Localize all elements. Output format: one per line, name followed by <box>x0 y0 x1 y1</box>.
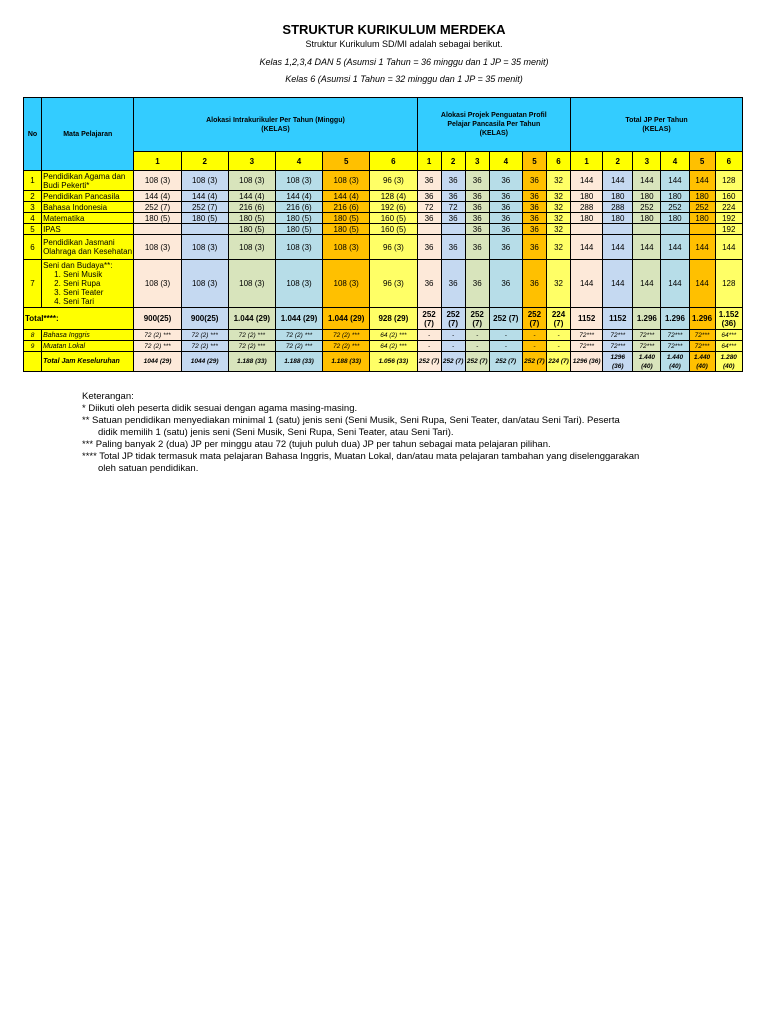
intra-cell-kelas-5: 1.044 (29) <box>323 308 370 330</box>
subject-label: Matematika <box>43 213 85 223</box>
projek-cell-kelas-3: 252 (7) <box>465 308 489 330</box>
projek-cell-kelas-2: - <box>441 330 465 341</box>
intra-cell-kelas-4: 1.188 (33) <box>275 352 322 372</box>
table-row <box>24 171 743 191</box>
total-cell-kelas-2: 288 <box>603 202 633 213</box>
total-cell-kelas-4: 1.296 <box>661 308 689 330</box>
intra-cell-kelas-2: 108 (3) <box>181 171 228 191</box>
intra-cell-kelas-1: 72 (2) *** <box>134 341 181 352</box>
subject-name <box>42 191 134 202</box>
intra-cell-kelas-1: 900(25) <box>134 308 181 330</box>
total-kelas-6-header: 6 <box>715 152 742 171</box>
total-cell-kelas-1: 1296 (36) <box>571 352 603 372</box>
projek-kelas-1-header: 1 <box>417 152 441 171</box>
intra-cell-kelas-3: 108 (3) <box>228 260 275 308</box>
projek-cell-kelas-5: 36 <box>522 224 546 235</box>
projek-cell-kelas-5: - <box>522 330 546 341</box>
total-cell-kelas-5: 1.296 <box>689 308 715 330</box>
total-kelas-5-header: 5 <box>689 152 715 171</box>
subject-label: Pendidikan Jasmani Olahraga dan Kesehatan <box>43 238 133 256</box>
intra-cell-kelas-4: 108 (3) <box>275 235 322 260</box>
intra-cell-kelas-6: 160 (5) <box>370 213 417 224</box>
projek-cell-kelas-5: 36 <box>522 171 546 191</box>
projek-cell-kelas-1: 36 <box>417 213 441 224</box>
intra-cell-kelas-6: 64 (2) *** <box>370 330 417 341</box>
projek-cell-kelas-4: 36 <box>489 213 522 224</box>
intra-cell-kelas-5: 108 (3) <box>323 235 370 260</box>
intra-cell-kelas-5: 108 (3) <box>323 171 370 191</box>
total-cell-kelas-4: 144 <box>661 260 689 308</box>
note-3: *** Paling banyak 2 (dua) JP per minggu atau 72 (tujuh puluh dua) JP per tahun sebagai mata pelajaran pilihan. <box>82 439 551 450</box>
projek-cell-kelas-1: - <box>417 341 441 352</box>
projek-cell-kelas-1: 36 <box>417 171 441 191</box>
header-intra-sub: (KELAS) <box>261 125 290 133</box>
projek-cell-kelas-6: 32 <box>546 202 570 213</box>
total-label: Total****: <box>24 308 134 330</box>
total-cell-kelas-1: 144 <box>571 171 603 191</box>
projek-kelas-2-header: 2 <box>441 152 465 171</box>
total-cell-kelas-4: 144 <box>661 171 689 191</box>
table-row <box>24 260 743 308</box>
intra-cell-kelas-3: 144 (4) <box>228 191 275 202</box>
total-cell-kelas-5: 72*** <box>689 330 715 341</box>
intra-cell-kelas-3: 1.188 (33) <box>228 352 275 372</box>
row-number: 1 <box>24 171 42 191</box>
projek-cell-kelas-3: 36 <box>465 213 489 224</box>
projek-cell-kelas-5: 36 <box>522 235 546 260</box>
total-cell-kelas-6: 192 <box>715 213 742 224</box>
subject-name <box>42 171 134 191</box>
row-number: 8 <box>24 330 42 341</box>
note-4: **** Total JP tidak termasuk mata pelajaran Bahasa Inggris, Muatan Lokal, dan/atau mata pelajaran tambahan yang diselenggarakan <box>82 451 640 462</box>
total-cell-kelas-3: 144 <box>633 235 661 260</box>
arts-item: 1. Seni Musik <box>63 270 132 279</box>
total-cell-kelas-6: 1.280 (40) <box>715 352 742 372</box>
intra-cell-kelas-4: 72 (2) *** <box>275 341 322 352</box>
total-cell-kelas-6: 128 <box>715 171 742 191</box>
row-number: 4 <box>24 213 42 224</box>
intra-cell-kelas-4: 108 (3) <box>275 171 322 191</box>
intra-cell-kelas-6: 128 (4) <box>370 191 417 202</box>
total-cell-kelas-2 <box>603 224 633 235</box>
total-kelas-3-header: 3 <box>633 152 661 171</box>
intra-cell-kelas-3: 72 (2) *** <box>228 341 275 352</box>
total-cell-kelas-3: 1.440 (40) <box>633 352 661 372</box>
total-cell-kelas-1: 180 <box>571 213 603 224</box>
total-cell-kelas-2: 180 <box>603 191 633 202</box>
intra-cell-kelas-2: 1044 (29) <box>181 352 228 372</box>
total-cell-kelas-3: 72*** <box>633 341 661 352</box>
total-cell-kelas-2: 144 <box>603 235 633 260</box>
row-number: 6 <box>24 235 42 260</box>
total-cell-kelas-4: 180 <box>661 191 689 202</box>
projek-cell-kelas-2: 252 (7) <box>441 308 465 330</box>
total-cell-kelas-2: 144 <box>603 260 633 308</box>
total-cell-kelas-4: 72*** <box>661 330 689 341</box>
projek-cell-kelas-3: - <box>465 330 489 341</box>
intra-cell-kelas-1: 108 (3) <box>134 235 181 260</box>
projek-cell-kelas-3: 252 (7) <box>465 352 489 372</box>
total-cell-kelas-3: 144 <box>633 171 661 191</box>
total-cell-kelas-4: 72*** <box>661 341 689 352</box>
total-cell-kelas-5: 72*** <box>689 341 715 352</box>
intra-cell-kelas-1: 72 (2) *** <box>134 330 181 341</box>
projek-cell-kelas-3: 36 <box>465 202 489 213</box>
projek-kelas-4-header: 4 <box>489 152 522 171</box>
subject-name <box>42 202 134 213</box>
intra-cell-kelas-6: 1.056 (33) <box>370 352 417 372</box>
projek-cell-kelas-3: 36 <box>465 191 489 202</box>
kelas-line-2: Kelas 6 (Asumsi 1 Tahun = 32 minggu dan 1 JP = 35 menit) <box>285 74 523 84</box>
notes <box>82 391 762 475</box>
table-row <box>24 330 743 341</box>
intra-cell-kelas-5: 72 (2) *** <box>323 330 370 341</box>
projek-cell-kelas-4: 36 <box>489 191 522 202</box>
intra-cell-kelas-2 <box>181 224 228 235</box>
projek-cell-kelas-3: 36 <box>465 171 489 191</box>
subject-name <box>42 235 134 260</box>
total-cell-kelas-5: 180 <box>689 191 715 202</box>
subject-name <box>42 224 134 235</box>
page-subtitle: Struktur Kurikulum SD/MI adalah sebagai berikut. <box>305 39 503 49</box>
intra-cell-kelas-4: 144 (4) <box>275 191 322 202</box>
intra-cell-kelas-2: 144 (4) <box>181 191 228 202</box>
intra-cell-kelas-4: 1.044 (29) <box>275 308 322 330</box>
total-cell-kelas-5: 144 <box>689 235 715 260</box>
intra-kelas-1-header: 1 <box>134 152 181 171</box>
total-row <box>24 308 743 330</box>
header-projek-sub: (KELAS) <box>479 130 508 137</box>
projek-cell-kelas-4: 36 <box>489 224 522 235</box>
projek-cell-kelas-2: 36 <box>441 191 465 202</box>
intra-cell-kelas-1: 108 (3) <box>134 171 181 191</box>
table-body <box>24 171 743 372</box>
intra-cell-kelas-3: 108 (3) <box>228 235 275 260</box>
intra-cell-kelas-4: 108 (3) <box>275 260 322 308</box>
projek-cell-kelas-1: 36 <box>417 235 441 260</box>
projek-cell-kelas-5: 252 (7) <box>522 352 546 372</box>
total-kelas-2-header: 2 <box>603 152 633 171</box>
projek-cell-kelas-4: 252 (7) <box>489 308 522 330</box>
total-cell-kelas-6: 160 <box>715 191 742 202</box>
header-projek-label-1: Alokasi Projek Penguatan Profil <box>440 112 547 119</box>
intra-cell-kelas-3: 180 (5) <box>228 213 275 224</box>
arts-item: 4. Seni Tari <box>63 297 132 306</box>
intra-cell-kelas-1: 144 (4) <box>134 191 181 202</box>
intra-cell-kelas-5: 108 (3) <box>323 260 370 308</box>
total-cell-kelas-5: 1.440 (40) <box>689 352 715 372</box>
projek-cell-kelas-2 <box>441 224 465 235</box>
total-kelas-1-header: 1 <box>571 152 603 171</box>
total-cell-kelas-1: 180 <box>571 191 603 202</box>
intra-cell-kelas-1: 108 (3) <box>134 260 181 308</box>
subject-label: Bahasa Indonesia <box>43 202 108 212</box>
projek-cell-kelas-6: 32 <box>546 260 570 308</box>
total-cell-kelas-4 <box>661 224 689 235</box>
header-total <box>571 98 743 152</box>
intra-kelas-4-header: 4 <box>275 152 322 171</box>
projek-cell-kelas-5: 36 <box>522 260 546 308</box>
intra-cell-kelas-6: 64 (2) *** <box>370 341 417 352</box>
total-cell-kelas-1: 1152 <box>571 308 603 330</box>
projek-cell-kelas-1: 36 <box>417 191 441 202</box>
intra-cell-kelas-3: 72 (2) *** <box>228 330 275 341</box>
projek-cell-kelas-2: 36 <box>441 235 465 260</box>
projek-cell-kelas-6: 32 <box>546 171 570 191</box>
total-cell-kelas-4: 1.440 (40) <box>661 352 689 372</box>
intra-cell-kelas-2: 108 (3) <box>181 260 228 308</box>
total-cell-kelas-6: 64*** <box>715 330 742 341</box>
intra-cell-kelas-4: 180 (5) <box>275 213 322 224</box>
header-projek-label-2: Pelajar Pancasila Per Tahun <box>447 121 541 128</box>
projek-cell-kelas-5: 252 (7) <box>522 308 546 330</box>
total-cell-kelas-1: 288 <box>571 202 603 213</box>
subject-label: IPAS <box>43 224 61 234</box>
subject-label: Pendidikan Pancasila <box>43 191 120 201</box>
projek-cell-kelas-1: - <box>417 330 441 341</box>
intra-cell-kelas-1: 1044 (29) <box>134 352 181 372</box>
projek-cell-kelas-6: - <box>546 330 570 341</box>
projek-kelas-6-header: 6 <box>546 152 570 171</box>
intra-cell-kelas-2: 108 (3) <box>181 235 228 260</box>
arts-item: 3. Seni Teater <box>63 288 132 297</box>
intra-cell-kelas-3: 108 (3) <box>228 171 275 191</box>
total-cell-kelas-1 <box>571 224 603 235</box>
table-row <box>24 224 743 235</box>
intra-cell-kelas-3: 216 (6) <box>228 202 275 213</box>
total-cell-kelas-5: 180 <box>689 213 715 224</box>
projek-cell-kelas-1 <box>417 224 441 235</box>
total-cell-kelas-5: 252 <box>689 202 715 213</box>
row-number: 3 <box>24 202 42 213</box>
projek-cell-kelas-3: - <box>465 341 489 352</box>
projek-cell-kelas-6: 32 <box>546 213 570 224</box>
total-cell-kelas-2: 144 <box>603 171 633 191</box>
projek-cell-kelas-4: 36 <box>489 202 522 213</box>
projek-cell-kelas-4: 36 <box>489 235 522 260</box>
table-row <box>24 213 743 224</box>
intra-cell-kelas-6: 928 (29) <box>370 308 417 330</box>
projek-cell-kelas-6: - <box>546 341 570 352</box>
row-number: 9 <box>24 341 42 352</box>
intra-cell-kelas-5: 180 (5) <box>323 213 370 224</box>
projek-cell-kelas-1: 36 <box>417 260 441 308</box>
total-cell-kelas-4: 144 <box>661 235 689 260</box>
intra-cell-kelas-5: 1.188 (33) <box>323 352 370 372</box>
header-intrakurikuler <box>134 98 417 152</box>
intra-cell-kelas-5: 216 (6) <box>323 202 370 213</box>
total-cell-kelas-5: 144 <box>689 171 715 191</box>
projek-cell-kelas-4: - <box>489 341 522 352</box>
note-1: * Diikuti oleh peserta didik sesuai dengan agama masing-masing. <box>82 403 358 414</box>
total-cell-kelas-1: 72*** <box>571 330 603 341</box>
intra-cell-kelas-5: 72 (2) *** <box>323 341 370 352</box>
projek-cell-kelas-3: 36 <box>465 224 489 235</box>
note-2-cont: didik memilih 1 (satu) jenis seni (Seni Musik, Seni Rupa, Seni Teater, atau Seni Tari). <box>98 427 454 438</box>
projek-cell-kelas-4: 36 <box>489 171 522 191</box>
projek-cell-kelas-6: 32 <box>546 235 570 260</box>
notes-heading: Keterangan: <box>82 391 134 402</box>
total-cell-kelas-1: 144 <box>571 235 603 260</box>
header-intra-label: Alokasi Intrakurikuler Per Tahun (Minggu) <box>206 116 345 124</box>
row-number: 2 <box>24 191 42 202</box>
total-cell-kelas-3: 1.296 <box>633 308 661 330</box>
intra-cell-kelas-3: 180 (5) <box>228 224 275 235</box>
intra-cell-kelas-6: 192 (6) <box>370 202 417 213</box>
intra-kelas-3-header: 3 <box>228 152 275 171</box>
total-cell-kelas-3: 144 <box>633 260 661 308</box>
total-cell-kelas-4: 252 <box>661 202 689 213</box>
intra-cell-kelas-2: 72 (2) *** <box>181 330 228 341</box>
total-cell-kelas-2: 72*** <box>603 341 633 352</box>
total-cell-kelas-2: 72*** <box>603 330 633 341</box>
intra-cell-kelas-6: 160 (5) <box>370 224 417 235</box>
table-row <box>24 202 743 213</box>
projek-cell-kelas-2: - <box>441 341 465 352</box>
table-row <box>24 341 743 352</box>
intra-cell-kelas-2: 180 (5) <box>181 213 228 224</box>
subject-name: Muatan Lokal <box>42 341 134 352</box>
total-cell-kelas-4: 180 <box>661 213 689 224</box>
subject-label: Pendidikan Agama dan Budi Pekerti* <box>43 171 126 190</box>
intra-cell-kelas-6: 96 (3) <box>370 171 417 191</box>
projek-cell-kelas-2: 36 <box>441 260 465 308</box>
row-number: 7 <box>24 260 42 308</box>
intra-cell-kelas-1: 180 (5) <box>134 213 181 224</box>
total-cell-kelas-6: 1.152 (36) <box>715 308 742 330</box>
projek-cell-kelas-3: 36 <box>465 260 489 308</box>
grand-total-label: Total Jam Keseluruhan <box>42 352 134 372</box>
projek-cell-kelas-4: 252 (7) <box>489 352 522 372</box>
subject-name <box>42 260 134 308</box>
projek-cell-kelas-1: 252 (7) <box>417 308 441 330</box>
intra-cell-kelas-4: 72 (2) *** <box>275 330 322 341</box>
header-total-label: Total JP Per Tahun <box>625 116 688 124</box>
subject-name <box>42 213 134 224</box>
projek-cell-kelas-6: 224 (7) <box>546 352 570 372</box>
header-mata-pelajaran: Mata Pelajaran <box>42 98 134 171</box>
intra-cell-kelas-4: 180 (5) <box>275 224 322 235</box>
intra-cell-kelas-3: 1.044 (29) <box>228 308 275 330</box>
intra-cell-kelas-2: 72 (2) *** <box>181 341 228 352</box>
projek-cell-kelas-6: 32 <box>546 191 570 202</box>
header-total-sub: (KELAS) <box>642 125 671 133</box>
curriculum-table <box>23 97 743 372</box>
header-no: No <box>24 98 42 171</box>
intra-kelas-2-header: 2 <box>181 152 228 171</box>
intra-cell-kelas-5: 180 (5) <box>323 224 370 235</box>
row-number: 5 <box>24 224 42 235</box>
projek-kelas-3-header: 3 <box>465 152 489 171</box>
total-cell-kelas-1: 144 <box>571 260 603 308</box>
projek-kelas-5-header: 5 <box>522 152 546 171</box>
total-cell-kelas-3: 180 <box>633 191 661 202</box>
total-cell-kelas-3: 180 <box>633 213 661 224</box>
total-cell-kelas-6: 64*** <box>715 341 742 352</box>
header-projek <box>417 98 571 152</box>
projek-cell-kelas-2: 72 <box>441 202 465 213</box>
projek-cell-kelas-4: - <box>489 330 522 341</box>
note-2: ** Satuan pendidikan menyediakan minimal 1 (satu) jenis seni (Seni Musik, Seni Rupa, Seni Teater, dan/atau Seni Tari). Peserta <box>82 415 620 426</box>
total-cell-kelas-6: 128 <box>715 260 742 308</box>
intra-cell-kelas-4: 216 (6) <box>275 202 322 213</box>
subject-name: Bahasa Inggris <box>42 330 134 341</box>
total-cell-kelas-2: 1152 <box>603 308 633 330</box>
total-cell-kelas-3: 72*** <box>633 330 661 341</box>
total-cell-kelas-2: 1296 (36) <box>603 352 633 372</box>
grand-total-row <box>24 352 743 372</box>
intra-cell-kelas-2: 252 (7) <box>181 202 228 213</box>
note-4-cont: oleh satuan pendidikan. <box>98 463 199 474</box>
total-cell-kelas-6: 192 <box>715 224 742 235</box>
total-cell-kelas-6: 144 <box>715 235 742 260</box>
intra-cell-kelas-2: 900(25) <box>181 308 228 330</box>
total-cell-kelas-5 <box>689 224 715 235</box>
projek-cell-kelas-1: 252 (7) <box>417 352 441 372</box>
projek-cell-kelas-2: 36 <box>441 171 465 191</box>
table-row <box>24 191 743 202</box>
intra-cell-kelas-6: 96 (3) <box>370 235 417 260</box>
projek-cell-kelas-5: 36 <box>522 191 546 202</box>
total-cell-kelas-1: 72*** <box>571 341 603 352</box>
arts-list <box>43 270 132 306</box>
projek-cell-kelas-5: 36 <box>522 213 546 224</box>
total-cell-kelas-5: 144 <box>689 260 715 308</box>
row-number <box>24 352 42 372</box>
intra-cell-kelas-1: 252 (7) <box>134 202 181 213</box>
projek-cell-kelas-4: 36 <box>489 260 522 308</box>
total-kelas-4-header: 4 <box>661 152 689 171</box>
total-cell-kelas-3: 252 <box>633 202 661 213</box>
intra-cell-kelas-6: 96 (3) <box>370 260 417 308</box>
table-row <box>24 235 743 260</box>
intra-cell-kelas-1 <box>134 224 181 235</box>
projek-cell-kelas-2: 36 <box>441 213 465 224</box>
total-cell-kelas-2: 180 <box>603 213 633 224</box>
projek-cell-kelas-1: 72 <box>417 202 441 213</box>
total-cell-kelas-3 <box>633 224 661 235</box>
projek-cell-kelas-5: 36 <box>522 202 546 213</box>
projek-cell-kelas-3: 36 <box>465 235 489 260</box>
total-cell-kelas-6: 224 <box>715 202 742 213</box>
intra-kelas-5-header: 5 <box>323 152 370 171</box>
projek-cell-kelas-6: 32 <box>546 224 570 235</box>
projek-cell-kelas-5: - <box>522 341 546 352</box>
projek-cell-kelas-2: 252 (7) <box>441 352 465 372</box>
intra-kelas-6-header: 6 <box>370 152 417 171</box>
kelas-line-1: Kelas 1,2,3,4 DAN 5 (Asumsi 1 Tahun = 36 minggu dan 1 JP = 35 menit) <box>259 57 549 67</box>
arts-item: 2. Seni Rupa <box>63 279 132 288</box>
intra-cell-kelas-5: 144 (4) <box>323 191 370 202</box>
subject-label: Seni dan Budaya**: <box>43 261 113 270</box>
page-title: STRUKTUR KURIKULUM MERDEKA <box>282 22 506 37</box>
projek-cell-kelas-6: 224 (7) <box>546 308 570 330</box>
